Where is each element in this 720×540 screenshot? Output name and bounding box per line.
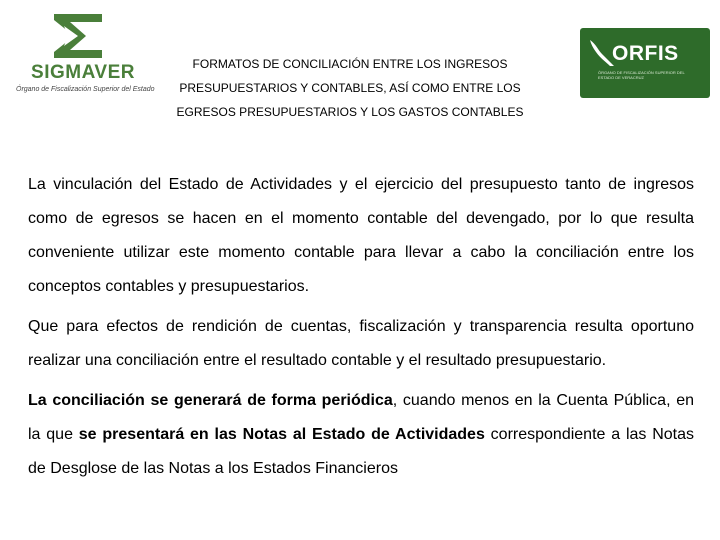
title-line-1: FORMATOS DE CONCILIACIÓN ENTRE LOS INGRESOS [192, 57, 508, 71]
paragraph-1: La vinculación del Estado de Actividades y el ejercicio del presupuesto tanto de ingresos como de egresos se hacen en el momento contable del devengado, por lo que resulta conveniente utilizar este momento contable para llevar a cabo la conciliación entre los conceptos contables y presupuestarios. [28, 176, 694, 295]
sigmaver-subtitle: Órgano de Fiscalización Superior del Estado [16, 86, 155, 93]
orfis-logo [580, 28, 710, 98]
paragraph-2: Que para efectos de rendición de cuentas, fiscalización y transparencia resulta oportuno realizar una conciliación entre el resultado contable y el resultado presupuestario. [28, 318, 694, 369]
paragraph-3 [28, 384, 694, 486]
document-body [28, 168, 694, 492]
paragraph-3-bold-2: se presentará en las Notas al Estado de Actividades [78, 426, 485, 443]
paragraph-3-text-1: , cuando menos en la Cuenta Pública, en la que [28, 392, 694, 443]
page-title [150, 52, 550, 124]
sigmaver-logo [8, 12, 158, 100]
orfis-name: ORFIS [612, 42, 679, 65]
paragraph-3-text-2: correspondiente a las Notas de Desglose de las Notas a los Estados Financieros [28, 426, 695, 477]
title-line-3: EGRESOS PRESUPUESTARIOS Y LOS GASTOS CONTABLES [176, 105, 524, 119]
sigmaver-name: SIGMAVER [31, 62, 135, 83]
sigma-icon [48, 12, 108, 60]
title-line-2: PRESUPUESTARIOS Y CONTABLES, ASÍ COMO ENTRE LOS [179, 81, 521, 95]
orfis-subtitle: ÓRGANO DE FISCALIZACIÓN SUPERIOR DEL ESTADO DE VERACRUZ [598, 70, 685, 80]
paragraph-3-bold-1: La conciliación se generará de forma periódica [28, 392, 393, 409]
